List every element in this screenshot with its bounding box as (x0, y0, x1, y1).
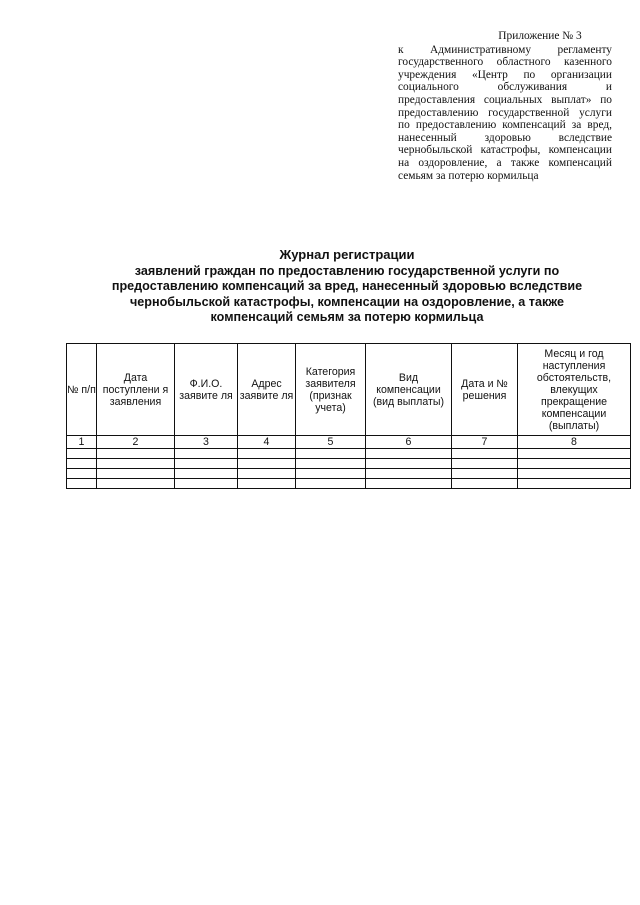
table-cell[interactable] (366, 479, 452, 489)
column-number: 8 (518, 436, 631, 449)
table-cell[interactable] (366, 459, 452, 469)
table-cell[interactable] (97, 479, 175, 489)
table-cell[interactable] (452, 449, 518, 459)
column-header: Дата и № решения (452, 344, 518, 436)
table-cell[interactable] (97, 469, 175, 479)
table-cell[interactable] (97, 449, 175, 459)
table-cell[interactable] (67, 449, 97, 459)
table-cell[interactable] (518, 449, 631, 459)
table-row (67, 459, 631, 469)
table-cell[interactable] (238, 449, 296, 459)
table-cell[interactable] (296, 459, 366, 469)
column-number: 6 (366, 436, 452, 449)
column-header: Дата поступлени я заявления (97, 344, 175, 436)
table-cell[interactable] (518, 459, 631, 469)
column-header: Ф.И.О. заявите ля (175, 344, 238, 436)
table-cell[interactable] (175, 469, 238, 479)
table-cell[interactable] (518, 479, 631, 489)
table-cell[interactable] (175, 459, 238, 469)
table-row (67, 469, 631, 479)
table-cell[interactable] (175, 449, 238, 459)
table-cell[interactable] (366, 449, 452, 459)
table-row (67, 479, 631, 489)
column-number-row (67, 436, 631, 449)
column-number: 2 (97, 436, 175, 449)
journal-title-line2: заявлений граждан по предоставлению государственной услуги по предоставлению компенсаций за вред, нанесенный здоровью вследствие чернобыльской катастрофы, компенсации на оздоровление, а также компенсаций семьям за потерю кормильца (111, 263, 583, 325)
table-header-row (67, 344, 631, 436)
column-number: 3 (175, 436, 238, 449)
table-cell[interactable] (97, 459, 175, 469)
column-number: 5 (296, 436, 366, 449)
appendix-block (398, 30, 612, 182)
table-cell[interactable] (296, 469, 366, 479)
table-cell[interactable] (67, 459, 97, 469)
table-cell[interactable] (518, 469, 631, 479)
table-cell[interactable] (452, 479, 518, 489)
table-cell[interactable] (296, 479, 366, 489)
column-number: 1 (67, 436, 97, 449)
column-number: 7 (452, 436, 518, 449)
table-cell[interactable] (238, 469, 296, 479)
registration-journal-table (66, 343, 631, 489)
column-header: Вид компенсации (вид выплаты) (366, 344, 452, 436)
appendix-number: Приложение № 3 (498, 30, 582, 42)
column-header: Категория заявителя (признак учета) (296, 344, 366, 436)
appendix-text: к Административному регламенту государственного областного казенного учреждения «Центр по организации социального обслуживания и предоставления социальных выплат» по предоставлению государственной услуги по предоставлению компенсаций за вред, нанесенный здоровью вследствие чернобыльской катастрофы, компенсации на оздоровление, а также компенсаций семьям за потерю кормильца (398, 43, 612, 182)
journal-title (100, 247, 594, 326)
table-cell[interactable] (67, 469, 97, 479)
table-cell[interactable] (238, 479, 296, 489)
column-header: Адрес заявите ля (238, 344, 296, 436)
table-row (67, 449, 631, 459)
column-number: 4 (238, 436, 296, 449)
column-header: № п/п (67, 344, 97, 436)
table-cell[interactable] (238, 459, 296, 469)
column-header: Месяц и год наступления обстоятельств, влекущих прекращение компенсации (выплаты) (518, 344, 631, 436)
table-cell[interactable] (366, 469, 452, 479)
table-cell[interactable] (452, 469, 518, 479)
table-cell[interactable] (175, 479, 238, 489)
table-cell[interactable] (296, 449, 366, 459)
journal-title-line1: Журнал регистрации (279, 247, 415, 262)
table-cell[interactable] (452, 459, 518, 469)
table-cell[interactable] (67, 479, 97, 489)
